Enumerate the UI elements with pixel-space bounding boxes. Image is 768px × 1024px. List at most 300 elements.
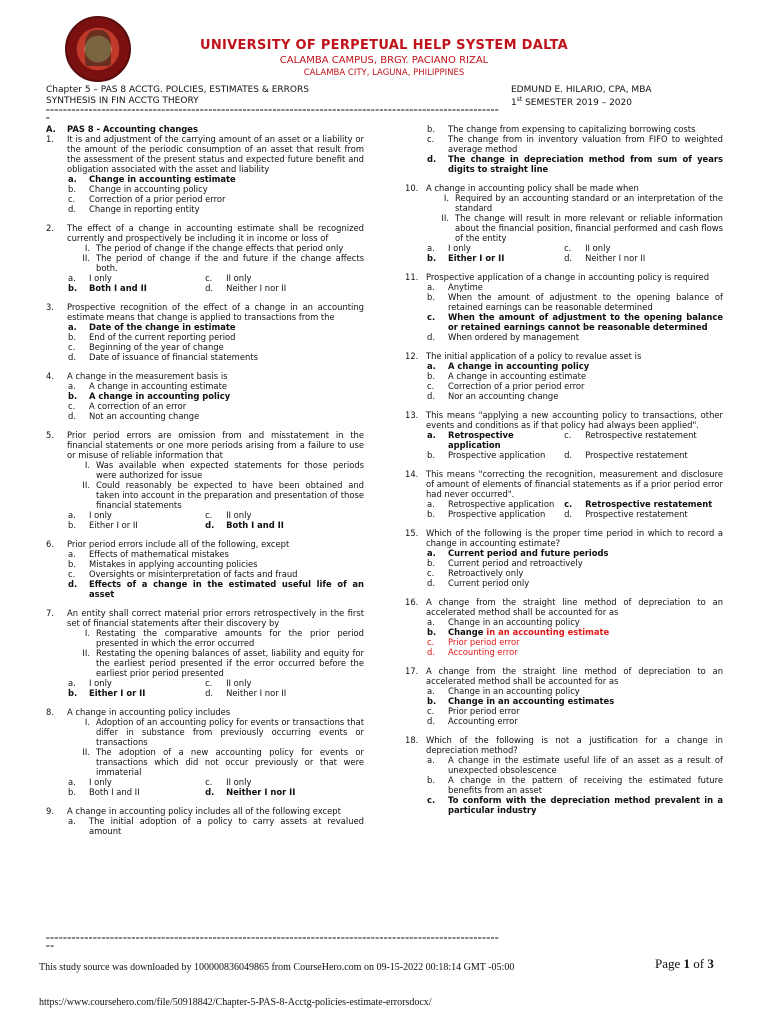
answer-choice [46,381,364,391]
choice-text: Neither I nor II [585,253,646,263]
answer-choice [68,688,205,698]
answer-choice [564,253,723,263]
question [46,608,364,698]
choice-letter: d. [427,716,435,726]
question [405,351,723,401]
question-stem [46,223,364,243]
question-number: 14. [405,469,419,479]
choice-text-main: Change in an accounting estimates [448,696,615,706]
choice-text: Prospective restatement [585,509,688,519]
choice-letter: a. [68,510,76,520]
choice-text [448,332,723,342]
answer-choice [205,688,364,698]
answer-choice [405,558,723,568]
choice-text [448,637,723,647]
choice-text [89,184,364,194]
choice-text [448,617,723,627]
question-number: 3. [46,302,54,312]
answer-row [46,678,364,688]
choice-letter: a. [68,174,77,184]
answer-choice [46,391,364,401]
choice-text: II only [585,243,611,253]
choice-letter: c. [564,243,572,253]
answer-choice [205,283,364,293]
question-stem [46,608,364,628]
question-text: It is and adjustment of the carrying amount of an asset or a liability or the amount of the periodic consumption of an asset that result from the assessment of the present status and expected future benefit and obligation associated with the asset and liability [67,134,364,174]
answer-choice [564,499,723,509]
roman-statement [46,717,364,747]
question [46,707,364,797]
choice-text: Retrospective restatement [585,430,697,440]
choice-letter: b. [427,509,435,519]
answer-choice [405,154,723,174]
question-text: A change from the straight line method of depreciation to an accelerated method shall be accounted for as [426,666,723,686]
question-stem [405,272,723,282]
choice-letter: b. [427,775,435,785]
choice-text-main: Change in accounting policy [89,184,208,194]
statement-text: The period of change if the change effects that period only [96,243,344,253]
choice-letter: c. [427,312,436,322]
choice-letter: b. [427,558,435,568]
choice-letter: a. [68,322,77,332]
choice-letter: c. [68,194,76,204]
question-number: 4. [46,371,54,381]
question [46,371,364,421]
answer-choice [46,342,364,352]
choice-letter: b. [427,124,435,134]
answer-row [405,509,723,519]
statement-numeral: I. [84,460,90,470]
question-number: 2. [46,223,54,233]
answer-choice [405,755,723,775]
roman-statement [46,243,364,253]
answer-choice [46,352,364,362]
answer-row [46,777,364,787]
campus-line: CALAMBA CAMPUS, BRGY. PACIANO RIZAL [279,55,489,66]
choice-text [89,332,364,342]
question-stem [405,666,723,686]
choice-letter: d. [427,391,435,401]
choice-text-main: A change in accounting estimate [448,371,587,381]
answer-row [46,787,364,797]
choice-text [448,647,723,657]
choice-letter: d. [564,253,573,263]
choice-letter: b. [427,450,435,460]
question-stem [46,134,364,174]
choice-letter: d. [427,578,435,588]
choice-letter: a. [427,430,436,440]
statement-numeral: II. [441,213,449,223]
answer-choice [427,509,564,519]
choice-letter: b. [68,184,76,194]
choice-text-main: A change in accounting estimate [89,381,228,391]
answer-row [46,510,364,520]
choice-text-main: The change from expensing to capitalizing borrowing costs [448,124,696,134]
question-stem [46,302,364,322]
statement-numeral: I. [84,628,90,638]
choice-letter: b. [68,559,76,569]
choice-text-main: Effects of mathematical mistakes [89,549,229,559]
choice-text [448,548,723,558]
choice-text [89,322,364,332]
choice-text [448,558,723,568]
statement-text: Restating the comparative amounts for the prior period presented in which the error occurred [96,628,364,648]
question-number: 13. [405,410,419,420]
choice-letter: a. [427,243,435,253]
question-stem [405,469,723,499]
section-heading: A. PAS 8 - Accounting changes [46,124,198,134]
choice-text-main: Effects of a change in the estimated useful life of an asset [89,579,364,599]
choice-text: Neither I nor II [226,688,287,698]
statement-numeral: II. [82,480,90,490]
choice-text-main: A change in the estimate useful life of an asset as a result of unexpected obsolescence [448,755,723,775]
choice-text: II only [226,273,252,283]
answer-choice [405,312,723,332]
statement-numeral: I. [443,193,449,203]
question [405,410,723,460]
question [405,183,723,263]
choice-text-highlight: in an accounting estimate [483,627,610,637]
choice-letter: c. [427,134,435,144]
choice-letter: b. [427,253,437,263]
choice-text: Both I and II [226,520,284,530]
choice-text-main: Beginning of the year of change [89,342,224,352]
answer-choice [405,617,723,627]
question [46,134,364,214]
choice-letter: b. [68,332,76,342]
choice-text: II only [226,777,252,787]
choice-text: Prospective application [448,509,546,519]
choice-letter: b. [427,371,435,381]
choice-text-main: Nor an accounting change [448,391,559,401]
question-stem [46,371,364,381]
answer-choice [405,775,723,795]
choice-letter: a. [427,499,435,509]
question-stem [46,806,364,816]
choice-letter: d. [68,352,76,362]
answer-choice [405,124,723,134]
answer-choice [46,411,364,421]
question [405,597,723,657]
subject-title: SYNTHESIS IN FIN ACCTG THEORY [46,96,199,106]
question-number: 9. [46,806,54,816]
question-text: A change from the straight line method of depreciation to an accelerated method shall be accounted for as [426,597,723,617]
question [405,528,723,588]
answer-row [405,430,723,450]
answer-choice [68,273,205,283]
choice-text-main: Date of the change in estimate [89,322,236,332]
choice-text-main: Retroactively only [448,568,524,578]
statement-text: Required by an accounting standard or an interpretation of the standard [455,193,723,213]
choice-text [448,578,723,588]
choice-letter: d. [205,688,214,698]
question-text: A change in accounting policy includes all of the following except [67,806,341,816]
choice-text-main: Prior period error [448,706,520,716]
choice-text-main: When the amount of adjustment to the opening balance of retained earnings can be reasonable determined [448,292,723,312]
statement-text: Could reasonably be expected to have been obtained and taken into account in the preparation and presentation of those financial statements [96,480,364,510]
choice-text-main: A change in the pattern of receiving the estimated future benefits from an asset [448,775,723,795]
question-number: 17. [405,666,419,676]
choice-letter: d. [68,579,78,589]
question-stem [405,183,723,193]
statement-numeral: II. [82,648,90,658]
question [46,430,364,530]
answer-choice [405,282,723,292]
choice-text: I only [448,243,471,253]
footer-rule-tail: == [46,943,55,950]
choice-letter: d. [427,332,435,342]
choice-text-main: Current period and retroactively [448,558,583,568]
source-note: This study source was downloaded by 100000836049865 from CourseHero.com on 09-15-2022 00:18:14 GMT -05:00 [39,962,515,973]
choice-text: Retrospective application [448,499,555,509]
answer-choice [405,706,723,716]
question-number: 10. [405,183,419,193]
choice-text-main: Accounting error [448,647,518,657]
answer-row [405,499,723,509]
statement-text: Was available when expected statements for those periods were authorized for issue [96,460,364,480]
answer-choice [405,578,723,588]
choice-letter: c. [427,637,435,647]
answer-choice [46,559,364,569]
choice-letter: d. [564,450,573,460]
choice-text [89,352,364,362]
answer-choice [46,401,364,411]
question [405,272,723,342]
answer-choice [46,194,364,204]
answer-choice [68,678,205,688]
statement-text: Adoption of an accounting policy for events or transactions that differ in substance from previously occurring events or transactions [96,717,364,747]
choice-text-main: To conform with the depreciation method prevalent in a particular industry [448,795,723,815]
statement-numeral: I. [84,717,90,727]
answer-choice [405,716,723,726]
answer-choice [205,678,364,688]
answer-row [46,520,364,530]
answer-choice [405,647,723,657]
choice-letter: c. [427,381,435,391]
question-stem [46,539,364,549]
choice-letter: d. [427,647,435,657]
choice-text [448,706,723,716]
source-url[interactable]: https://www.coursehero.com/file/50918842/Chapter-5-PAS-8-Acctg-policies-estimate-errorsdocx/ [39,997,432,1008]
city-line: CALAMBA CITY, LAGUNA, PHILIPPINES [303,68,465,78]
question-stem [46,707,364,717]
answer-choice [564,509,723,519]
choice-letter: c. [205,777,213,787]
choice-text-main: Anytime [448,282,483,292]
choice-letter: a. [68,273,76,283]
answer-choice [68,520,205,530]
choice-letter: c. [427,568,435,578]
choice-text-main: Change in an accounting policy [448,686,580,696]
footer-rule: ========================================================================================================== [46,935,500,942]
answer-choice [68,777,205,787]
choice-text [448,361,723,371]
choice-text [448,755,723,775]
question-number: 18. [405,735,419,745]
choice-text-main: Prior period error [448,637,520,647]
header-rule: ========================================================================================================== [46,107,500,114]
choice-letter: d. [68,204,76,214]
choice-text: I only [89,678,112,688]
question-text: Prospective application of a change in accounting policy is required [426,272,710,282]
choice-letter: b. [68,787,76,797]
choice-text [89,559,364,569]
choice-letter: d. [68,411,76,421]
question [46,806,364,836]
answer-choice [405,391,723,401]
question-stem [405,597,723,617]
choice-letter: a. [68,816,76,826]
choice-text-main: Correction of a prior period error [448,381,585,391]
answer-choice [405,637,723,647]
choice-text-main: Change in accounting estimate [89,174,236,184]
choice-text: I only [89,777,112,787]
choice-text-main: The change in depreciation method from sum of years digits to straight line [448,154,723,174]
question-text: An entity shall correct material prior errors retrospectively in the first set of financial statements after their discovery by [67,608,364,628]
choice-letter: a. [427,617,435,627]
question [405,735,723,815]
answer-choice [405,795,723,815]
roman-statement [46,460,364,480]
question [46,223,364,293]
answer-choice [427,499,564,509]
choice-text [448,568,723,578]
choice-letter: c. [68,569,76,579]
choice-letter: c. [427,706,435,716]
choice-text-main: Change [448,627,484,637]
chapter-title: Chapter 5 – PAS 8 ACCTG. POLCIES, ESTIMATES & ERRORS [46,85,309,95]
choice-text [89,411,364,421]
choice-letter: a. [68,777,76,787]
choice-text [89,569,364,579]
choice-letter: d. [427,154,437,164]
choice-text-main: A change in accounting policy [448,361,590,371]
choice-text-main: A correction of an error [89,401,187,411]
question-text: Which of the following is the proper time period in which to record a change in accounting estimate? [426,528,723,548]
choice-letter: a. [68,678,76,688]
choice-text: Either I or II [448,253,505,263]
choice-text [89,391,364,401]
choice-text-main: Date of issuance of financial statements [89,352,258,362]
choice-text: Either I or II [89,520,138,530]
choice-text [89,401,364,411]
choice-text: Retrospective restatement [585,499,713,509]
choice-text [448,795,723,815]
question-number: 8. [46,707,54,717]
choice-text: Retrospective application [448,430,514,450]
answer-choice [46,569,364,579]
question-number: 5. [46,430,54,440]
choice-text-main: Current period only [448,578,530,588]
question [46,539,364,599]
answer-choice [405,548,723,558]
question-text: Prospective recognition of the effect of a change in an accounting estimate means that change is applied to transactions from the [67,302,364,322]
choice-text [89,579,364,599]
choice-text-main: Accounting error [448,716,518,726]
choice-text [89,549,364,559]
choice-letter: c. [68,401,76,411]
question-number: 16. [405,597,419,607]
roman-statement [46,253,364,273]
choice-letter: b. [427,696,437,706]
choice-text [89,816,364,836]
choice-text-main: Oversights or misinterpretation of facts and fraud [89,569,298,579]
answer-choice [205,510,364,520]
choice-letter: c. [205,678,213,688]
answer-choice [46,332,364,342]
statement-text: The adoption of a new accounting policy for events or transactions which did not occur previously or that were immaterial [96,747,364,777]
answer-choice [205,520,364,530]
answer-choice [46,322,364,332]
answer-row [46,273,364,283]
question [405,666,723,726]
question-text: This means "applying a new accounting policy to transactions, other events and conditions as if that policy had always been applied". [426,410,723,430]
choice-text: II only [226,510,252,520]
choice-text-main: When the amount of adjustment to the opening balance or retained earnings cannot be reasonable determined [448,312,723,332]
question-number: 1. [46,134,54,144]
header-rule-tail: = [46,115,51,122]
answer-choice [405,332,723,342]
choice-letter: b. [427,627,437,637]
roman-statement [46,628,364,648]
choice-text-main: The change from in inventory valuation from FIFO to weighted average method [448,134,723,154]
choice-text-main: Current period and future periods [448,548,609,558]
choice-text-main: Not an accounting change [89,411,200,421]
choice-letter: a. [427,548,436,558]
answer-choice [564,430,723,450]
choice-letter: c. [427,795,436,805]
answer-row [405,243,723,253]
choice-text-main: The initial adoption of a policy to carry assets at revalued amount [89,816,364,836]
question-text: A change in accounting policy shall be made when [426,183,639,193]
choice-letter: d. [205,520,215,530]
choice-letter: b. [68,520,76,530]
choice-text [89,204,364,214]
choice-text-main: A change in accounting policy [89,391,231,401]
answer-choice [427,450,564,460]
choice-text-main: Change in an accounting policy [448,617,580,627]
answer-choice [205,273,364,283]
answer-choice [405,371,723,381]
question-text: Prior period errors are omission from and misstatement in the financial statements or one more periods arising from a failure to use or misuse of reliable information that [67,430,364,460]
question [46,302,364,362]
roman-statement [46,480,364,510]
question-number: 7. [46,608,54,618]
choice-text [448,627,723,637]
choice-letter: b. [68,688,78,698]
choice-text [448,312,723,332]
choice-text [89,381,364,391]
answer-choice [46,184,364,194]
question-stem [405,528,723,548]
question-text: A change in the measurement basis is [67,371,228,381]
answer-choice [68,787,205,797]
statement-text: Restating the opening balances of asset, liability and equity for the earliest period presented if the error occurred before the earliest prior period presented [96,648,364,678]
choice-text [89,342,364,352]
right-column [405,124,723,824]
answer-choice [46,174,364,184]
choice-text-main: Mistakes in applying accounting policies [89,559,258,569]
question-stem [405,735,723,755]
choice-text: I only [89,510,112,520]
roman-statement [405,193,723,213]
answer-choice [405,361,723,371]
question-number: 15. [405,528,419,538]
answer-choice [564,243,723,253]
choice-text: Neither I nor II [226,283,287,293]
question-number: 11. [405,272,419,282]
answer-choice [405,686,723,696]
